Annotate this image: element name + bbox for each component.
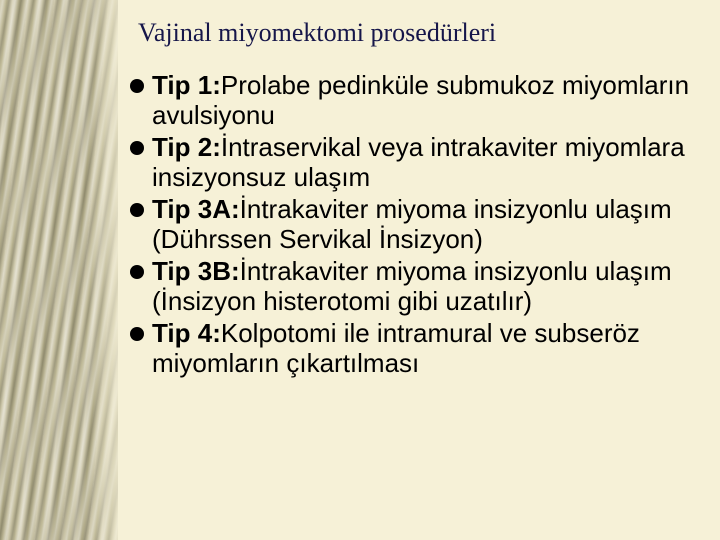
item-text: İntrakaviter miyoma insizyonlu ulaşım (İnsizyon histerotomi gibi uzatılır) [152, 256, 672, 316]
list-item [128, 318, 708, 378]
item-text: Prolabe pedinküle submukoz miyomların avulsiyonu [152, 70, 690, 130]
list-item [128, 70, 708, 130]
item-label: Tip 1: [152, 70, 221, 100]
side-band-fade [90, 0, 130, 540]
item-label: Tip 4: [152, 318, 221, 348]
list-item [128, 132, 708, 192]
list-item [128, 256, 708, 316]
slide-title: Vajinal miyomektomi prosedürleri [138, 18, 497, 47]
item-text: İntraservikal veya intrakaviter miyomlara insizyonsuz ulaşım [152, 132, 685, 192]
bullet-icon [130, 265, 144, 279]
bullet-icon [130, 203, 144, 217]
item-text: İntrakaviter miyoma insizyonlu ulaşım (Dührssen Servikal İnsizyon) [152, 194, 672, 254]
bullet-list [128, 70, 708, 380]
bullet-icon [130, 327, 144, 341]
list-item [128, 194, 708, 254]
item-label: Tip 3B: [152, 256, 240, 286]
bullet-icon [130, 141, 144, 155]
bullet-icon [130, 79, 144, 93]
item-label: Tip 3A: [152, 194, 240, 224]
item-text: Kolpotomi ile intramural ve subseröz miyomların çıkartılması [152, 318, 640, 378]
item-label: Tip 2: [152, 132, 221, 162]
